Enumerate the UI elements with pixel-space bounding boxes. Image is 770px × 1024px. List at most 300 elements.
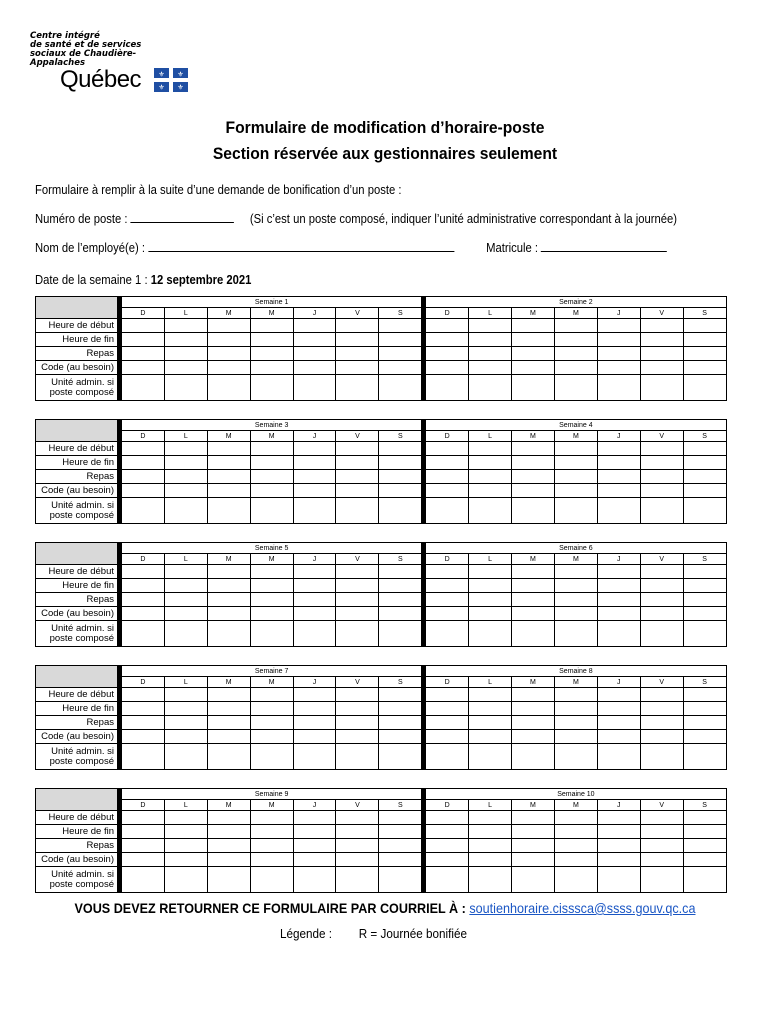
schedule-cell[interactable] <box>554 565 597 579</box>
schedule-cell[interactable] <box>640 593 683 607</box>
schedule-cell[interactable] <box>554 347 597 361</box>
schedule-cell[interactable] <box>469 484 512 498</box>
schedule-cell[interactable] <box>250 442 293 456</box>
schedule-cell[interactable] <box>122 333 165 347</box>
schedule-cell[interactable] <box>512 593 555 607</box>
schedule-cell[interactable] <box>122 361 165 375</box>
schedule-cell[interactable] <box>122 442 165 456</box>
schedule-cell[interactable] <box>293 867 336 893</box>
schedule-cell[interactable] <box>469 456 512 470</box>
schedule-cell[interactable] <box>597 839 640 853</box>
schedule-cell[interactable] <box>640 484 683 498</box>
schedule-cell[interactable] <box>469 730 512 744</box>
schedule-cell[interactable] <box>512 565 555 579</box>
schedule-cell[interactable] <box>554 825 597 839</box>
schedule-cell[interactable] <box>164 744 207 770</box>
schedule-cell[interactable] <box>293 716 336 730</box>
schedule-cell[interactable] <box>250 470 293 484</box>
schedule-cell[interactable] <box>336 498 379 524</box>
schedule-cell[interactable] <box>597 361 640 375</box>
schedule-cell[interactable] <box>250 593 293 607</box>
schedule-cell[interactable] <box>122 347 165 361</box>
schedule-cell[interactable] <box>426 347 469 361</box>
schedule-cell[interactable] <box>554 716 597 730</box>
schedule-cell[interactable] <box>554 319 597 333</box>
schedule-cell[interactable] <box>293 579 336 593</box>
schedule-cell[interactable] <box>426 607 469 621</box>
schedule-cell[interactable] <box>469 607 512 621</box>
schedule-cell[interactable] <box>469 825 512 839</box>
matricule-field[interactable] <box>541 240 667 252</box>
schedule-cell[interactable] <box>250 484 293 498</box>
schedule-cell[interactable] <box>164 361 207 375</box>
schedule-cell[interactable] <box>336 607 379 621</box>
schedule-cell[interactable] <box>122 730 165 744</box>
schedule-cell[interactable] <box>683 319 726 333</box>
schedule-cell[interactable] <box>469 621 512 647</box>
schedule-cell[interactable] <box>512 702 555 716</box>
schedule-cell[interactable] <box>512 839 555 853</box>
schedule-cell[interactable] <box>512 811 555 825</box>
schedule-cell[interactable] <box>207 688 250 702</box>
schedule-cell[interactable] <box>640 333 683 347</box>
schedule-cell[interactable] <box>207 333 250 347</box>
schedule-cell[interactable] <box>336 853 379 867</box>
schedule-cell[interactable] <box>469 361 512 375</box>
schedule-cell[interactable] <box>512 744 555 770</box>
schedule-cell[interactable] <box>122 867 165 893</box>
schedule-cell[interactable] <box>336 361 379 375</box>
schedule-cell[interactable] <box>379 579 422 593</box>
schedule-cell[interactable] <box>379 744 422 770</box>
schedule-cell[interactable] <box>379 811 422 825</box>
schedule-cell[interactable] <box>597 867 640 893</box>
schedule-cell[interactable] <box>379 825 422 839</box>
schedule-cell[interactable] <box>379 470 422 484</box>
schedule-cell[interactable] <box>640 730 683 744</box>
schedule-cell[interactable] <box>293 825 336 839</box>
schedule-cell[interactable] <box>640 702 683 716</box>
schedule-cell[interactable] <box>207 825 250 839</box>
schedule-cell[interactable] <box>426 867 469 893</box>
schedule-cell[interactable] <box>293 839 336 853</box>
poste-field[interactable] <box>131 211 235 223</box>
schedule-cell[interactable] <box>426 333 469 347</box>
schedule-cell[interactable] <box>207 579 250 593</box>
schedule-cell[interactable] <box>640 319 683 333</box>
schedule-cell[interactable] <box>683 593 726 607</box>
schedule-cell[interactable] <box>207 498 250 524</box>
schedule-cell[interactable] <box>426 839 469 853</box>
schedule-cell[interactable] <box>597 319 640 333</box>
schedule-cell[interactable] <box>597 579 640 593</box>
schedule-cell[interactable] <box>164 347 207 361</box>
schedule-cell[interactable] <box>597 498 640 524</box>
schedule-cell[interactable] <box>250 347 293 361</box>
schedule-cell[interactable] <box>469 442 512 456</box>
schedule-cell[interactable] <box>512 579 555 593</box>
schedule-cell[interactable] <box>336 456 379 470</box>
schedule-cell[interactable] <box>122 716 165 730</box>
schedule-cell[interactable] <box>122 811 165 825</box>
schedule-cell[interactable] <box>293 853 336 867</box>
schedule-cell[interactable] <box>597 716 640 730</box>
schedule-cell[interactable] <box>469 319 512 333</box>
schedule-cell[interactable] <box>512 375 555 401</box>
schedule-cell[interactable] <box>379 565 422 579</box>
schedule-cell[interactable] <box>336 825 379 839</box>
schedule-cell[interactable] <box>250 498 293 524</box>
schedule-cell[interactable] <box>683 375 726 401</box>
schedule-cell[interactable] <box>250 361 293 375</box>
schedule-cell[interactable] <box>554 839 597 853</box>
schedule-cell[interactable] <box>469 716 512 730</box>
schedule-cell[interactable] <box>207 375 250 401</box>
schedule-cell[interactable] <box>293 333 336 347</box>
schedule-cell[interactable] <box>336 442 379 456</box>
schedule-cell[interactable] <box>597 565 640 579</box>
schedule-cell[interactable] <box>122 319 165 333</box>
schedule-cell[interactable] <box>597 825 640 839</box>
schedule-cell[interactable] <box>640 688 683 702</box>
schedule-cell[interactable] <box>293 361 336 375</box>
schedule-cell[interactable] <box>379 730 422 744</box>
schedule-cell[interactable] <box>122 375 165 401</box>
schedule-cell[interactable] <box>164 498 207 524</box>
schedule-cell[interactable] <box>597 621 640 647</box>
schedule-cell[interactable] <box>379 498 422 524</box>
schedule-cell[interactable] <box>336 839 379 853</box>
schedule-cell[interactable] <box>597 688 640 702</box>
schedule-cell[interactable] <box>379 688 422 702</box>
schedule-cell[interactable] <box>597 484 640 498</box>
schedule-cell[interactable] <box>512 688 555 702</box>
schedule-cell[interactable] <box>207 565 250 579</box>
schedule-cell[interactable] <box>207 730 250 744</box>
schedule-cell[interactable] <box>293 811 336 825</box>
schedule-cell[interactable] <box>379 593 422 607</box>
schedule-cell[interactable] <box>426 579 469 593</box>
schedule-cell[interactable] <box>426 825 469 839</box>
schedule-cell[interactable] <box>554 607 597 621</box>
schedule-cell[interactable] <box>640 839 683 853</box>
schedule-cell[interactable] <box>640 347 683 361</box>
schedule-cell[interactable] <box>336 375 379 401</box>
schedule-cell[interactable] <box>379 621 422 647</box>
schedule-cell[interactable] <box>293 688 336 702</box>
schedule-cell[interactable] <box>512 470 555 484</box>
schedule-cell[interactable] <box>469 867 512 893</box>
schedule-cell[interactable] <box>250 839 293 853</box>
schedule-cell[interactable] <box>640 716 683 730</box>
schedule-cell[interactable] <box>122 470 165 484</box>
schedule-cell[interactable] <box>250 607 293 621</box>
schedule-cell[interactable] <box>512 333 555 347</box>
schedule-cell[interactable] <box>207 839 250 853</box>
schedule-cell[interactable] <box>207 456 250 470</box>
schedule-cell[interactable] <box>469 688 512 702</box>
schedule-cell[interactable] <box>597 702 640 716</box>
schedule-cell[interactable] <box>469 470 512 484</box>
schedule-cell[interactable] <box>683 484 726 498</box>
schedule-cell[interactable] <box>336 730 379 744</box>
schedule-cell[interactable] <box>336 347 379 361</box>
schedule-cell[interactable] <box>250 825 293 839</box>
schedule-cell[interactable] <box>597 607 640 621</box>
schedule-cell[interactable] <box>122 688 165 702</box>
schedule-cell[interactable] <box>554 867 597 893</box>
schedule-cell[interactable] <box>426 621 469 647</box>
schedule-cell[interactable] <box>426 716 469 730</box>
schedule-cell[interactable] <box>164 319 207 333</box>
schedule-cell[interactable] <box>250 744 293 770</box>
schedule-cell[interactable] <box>250 565 293 579</box>
schedule-cell[interactable] <box>164 867 207 893</box>
schedule-cell[interactable] <box>512 442 555 456</box>
schedule-cell[interactable] <box>640 456 683 470</box>
schedule-cell[interactable] <box>207 811 250 825</box>
schedule-cell[interactable] <box>554 361 597 375</box>
schedule-cell[interactable] <box>683 716 726 730</box>
schedule-cell[interactable] <box>597 811 640 825</box>
schedule-cell[interactable] <box>293 375 336 401</box>
schedule-cell[interactable] <box>250 621 293 647</box>
schedule-cell[interactable] <box>207 470 250 484</box>
schedule-cell[interactable] <box>469 853 512 867</box>
schedule-cell[interactable] <box>164 853 207 867</box>
schedule-cell[interactable] <box>379 867 422 893</box>
schedule-cell[interactable] <box>336 702 379 716</box>
schedule-cell[interactable] <box>336 716 379 730</box>
schedule-cell[interactable] <box>164 688 207 702</box>
schedule-cell[interactable] <box>683 730 726 744</box>
schedule-cell[interactable] <box>250 853 293 867</box>
schedule-cell[interactable] <box>683 744 726 770</box>
schedule-cell[interactable] <box>426 484 469 498</box>
schedule-cell[interactable] <box>164 593 207 607</box>
schedule-cell[interactable] <box>426 688 469 702</box>
schedule-cell[interactable] <box>554 744 597 770</box>
schedule-cell[interactable] <box>293 744 336 770</box>
schedule-cell[interactable] <box>250 811 293 825</box>
schedule-cell[interactable] <box>250 702 293 716</box>
schedule-cell[interactable] <box>683 333 726 347</box>
schedule-cell[interactable] <box>207 744 250 770</box>
schedule-cell[interactable] <box>207 442 250 456</box>
schedule-cell[interactable] <box>597 853 640 867</box>
schedule-cell[interactable] <box>379 839 422 853</box>
schedule-cell[interactable] <box>336 688 379 702</box>
schedule-cell[interactable] <box>554 688 597 702</box>
schedule-cell[interactable] <box>426 853 469 867</box>
schedule-cell[interactable] <box>164 839 207 853</box>
schedule-cell[interactable] <box>122 456 165 470</box>
schedule-cell[interactable] <box>640 607 683 621</box>
schedule-cell[interactable] <box>250 456 293 470</box>
schedule-cell[interactable] <box>683 853 726 867</box>
schedule-cell[interactable] <box>122 621 165 647</box>
schedule-cell[interactable] <box>164 716 207 730</box>
schedule-cell[interactable] <box>554 621 597 647</box>
schedule-cell[interactable] <box>597 347 640 361</box>
schedule-cell[interactable] <box>469 498 512 524</box>
schedule-cell[interactable] <box>122 825 165 839</box>
schedule-cell[interactable] <box>250 716 293 730</box>
schedule-cell[interactable] <box>164 484 207 498</box>
schedule-cell[interactable] <box>683 811 726 825</box>
schedule-cell[interactable] <box>293 607 336 621</box>
schedule-cell[interactable] <box>164 333 207 347</box>
schedule-cell[interactable] <box>207 716 250 730</box>
schedule-cell[interactable] <box>554 498 597 524</box>
schedule-cell[interactable] <box>554 730 597 744</box>
schedule-cell[interactable] <box>597 470 640 484</box>
schedule-cell[interactable] <box>469 565 512 579</box>
schedule-cell[interactable] <box>683 347 726 361</box>
schedule-cell[interactable] <box>379 456 422 470</box>
schedule-cell[interactable] <box>512 825 555 839</box>
schedule-cell[interactable] <box>683 579 726 593</box>
schedule-cell[interactable] <box>336 470 379 484</box>
schedule-cell[interactable] <box>469 333 512 347</box>
schedule-cell[interactable] <box>426 593 469 607</box>
schedule-cell[interactable] <box>554 442 597 456</box>
schedule-cell[interactable] <box>554 456 597 470</box>
schedule-cell[interactable] <box>597 333 640 347</box>
schedule-cell[interactable] <box>379 716 422 730</box>
schedule-cell[interactable] <box>293 593 336 607</box>
schedule-cell[interactable] <box>164 825 207 839</box>
schedule-cell[interactable] <box>293 456 336 470</box>
schedule-cell[interactable] <box>426 361 469 375</box>
schedule-cell[interactable] <box>164 621 207 647</box>
schedule-cell[interactable] <box>122 565 165 579</box>
schedule-cell[interactable] <box>207 319 250 333</box>
schedule-cell[interactable] <box>640 361 683 375</box>
schedule-cell[interactable] <box>554 579 597 593</box>
schedule-cell[interactable] <box>164 730 207 744</box>
schedule-cell[interactable] <box>122 853 165 867</box>
schedule-cell[interactable] <box>293 565 336 579</box>
schedule-cell[interactable] <box>164 470 207 484</box>
schedule-cell[interactable] <box>512 319 555 333</box>
schedule-cell[interactable] <box>164 607 207 621</box>
schedule-cell[interactable] <box>554 375 597 401</box>
schedule-cell[interactable] <box>207 867 250 893</box>
schedule-cell[interactable] <box>250 375 293 401</box>
schedule-cell[interactable] <box>207 361 250 375</box>
schedule-cell[interactable] <box>683 361 726 375</box>
schedule-cell[interactable] <box>683 470 726 484</box>
schedule-cell[interactable] <box>164 702 207 716</box>
schedule-cell[interactable] <box>426 498 469 524</box>
schedule-cell[interactable] <box>250 688 293 702</box>
schedule-cell[interactable] <box>640 853 683 867</box>
schedule-cell[interactable] <box>336 333 379 347</box>
schedule-cell[interactable] <box>469 702 512 716</box>
schedule-cell[interactable] <box>640 825 683 839</box>
schedule-cell[interactable] <box>250 730 293 744</box>
schedule-cell[interactable] <box>379 375 422 401</box>
schedule-cell[interactable] <box>683 498 726 524</box>
schedule-cell[interactable] <box>293 702 336 716</box>
schedule-cell[interactable] <box>293 498 336 524</box>
schedule-cell[interactable] <box>640 375 683 401</box>
schedule-cell[interactable] <box>554 593 597 607</box>
schedule-cell[interactable] <box>426 375 469 401</box>
schedule-cell[interactable] <box>426 702 469 716</box>
schedule-cell[interactable] <box>469 347 512 361</box>
schedule-cell[interactable] <box>640 811 683 825</box>
schedule-cell[interactable] <box>469 375 512 401</box>
schedule-cell[interactable] <box>640 470 683 484</box>
schedule-cell[interactable] <box>293 484 336 498</box>
schedule-cell[interactable] <box>379 607 422 621</box>
schedule-cell[interactable] <box>512 498 555 524</box>
schedule-cell[interactable] <box>379 347 422 361</box>
schedule-cell[interactable] <box>469 593 512 607</box>
schedule-cell[interactable] <box>683 621 726 647</box>
schedule-cell[interactable] <box>122 702 165 716</box>
schedule-cell[interactable] <box>379 361 422 375</box>
schedule-cell[interactable] <box>640 498 683 524</box>
schedule-cell[interactable] <box>379 853 422 867</box>
schedule-cell[interactable] <box>293 470 336 484</box>
schedule-cell[interactable] <box>597 593 640 607</box>
schedule-cell[interactable] <box>683 442 726 456</box>
schedule-cell[interactable] <box>512 456 555 470</box>
schedule-cell[interactable] <box>336 744 379 770</box>
schedule-cell[interactable] <box>122 839 165 853</box>
schedule-cell[interactable] <box>512 607 555 621</box>
schedule-cell[interactable] <box>683 867 726 893</box>
schedule-cell[interactable] <box>426 319 469 333</box>
email-link[interactable]: soutienhoraire.cisssca@ssss.gouv.qc.ca <box>469 900 696 916</box>
schedule-cell[interactable] <box>122 484 165 498</box>
schedule-cell[interactable] <box>164 811 207 825</box>
schedule-cell[interactable] <box>122 579 165 593</box>
schedule-cell[interactable] <box>207 593 250 607</box>
schedule-cell[interactable] <box>164 442 207 456</box>
schedule-cell[interactable] <box>122 607 165 621</box>
schedule-cell[interactable] <box>122 744 165 770</box>
schedule-cell[interactable] <box>250 579 293 593</box>
schedule-cell[interactable] <box>683 688 726 702</box>
schedule-cell[interactable] <box>469 579 512 593</box>
schedule-cell[interactable] <box>554 853 597 867</box>
schedule-cell[interactable] <box>379 333 422 347</box>
schedule-cell[interactable] <box>469 811 512 825</box>
schedule-cell[interactable] <box>426 470 469 484</box>
schedule-cell[interactable] <box>336 867 379 893</box>
schedule-cell[interactable] <box>164 579 207 593</box>
schedule-cell[interactable] <box>426 565 469 579</box>
schedule-cell[interactable] <box>336 621 379 647</box>
schedule-cell[interactable] <box>640 442 683 456</box>
schedule-cell[interactable] <box>683 607 726 621</box>
schedule-cell[interactable] <box>512 484 555 498</box>
schedule-cell[interactable] <box>336 579 379 593</box>
schedule-cell[interactable] <box>293 442 336 456</box>
schedule-cell[interactable] <box>336 811 379 825</box>
schedule-cell[interactable] <box>512 621 555 647</box>
schedule-cell[interactable] <box>597 744 640 770</box>
schedule-cell[interactable] <box>512 867 555 893</box>
schedule-cell[interactable] <box>469 744 512 770</box>
schedule-cell[interactable] <box>336 565 379 579</box>
schedule-cell[interactable] <box>122 593 165 607</box>
schedule-cell[interactable] <box>640 621 683 647</box>
